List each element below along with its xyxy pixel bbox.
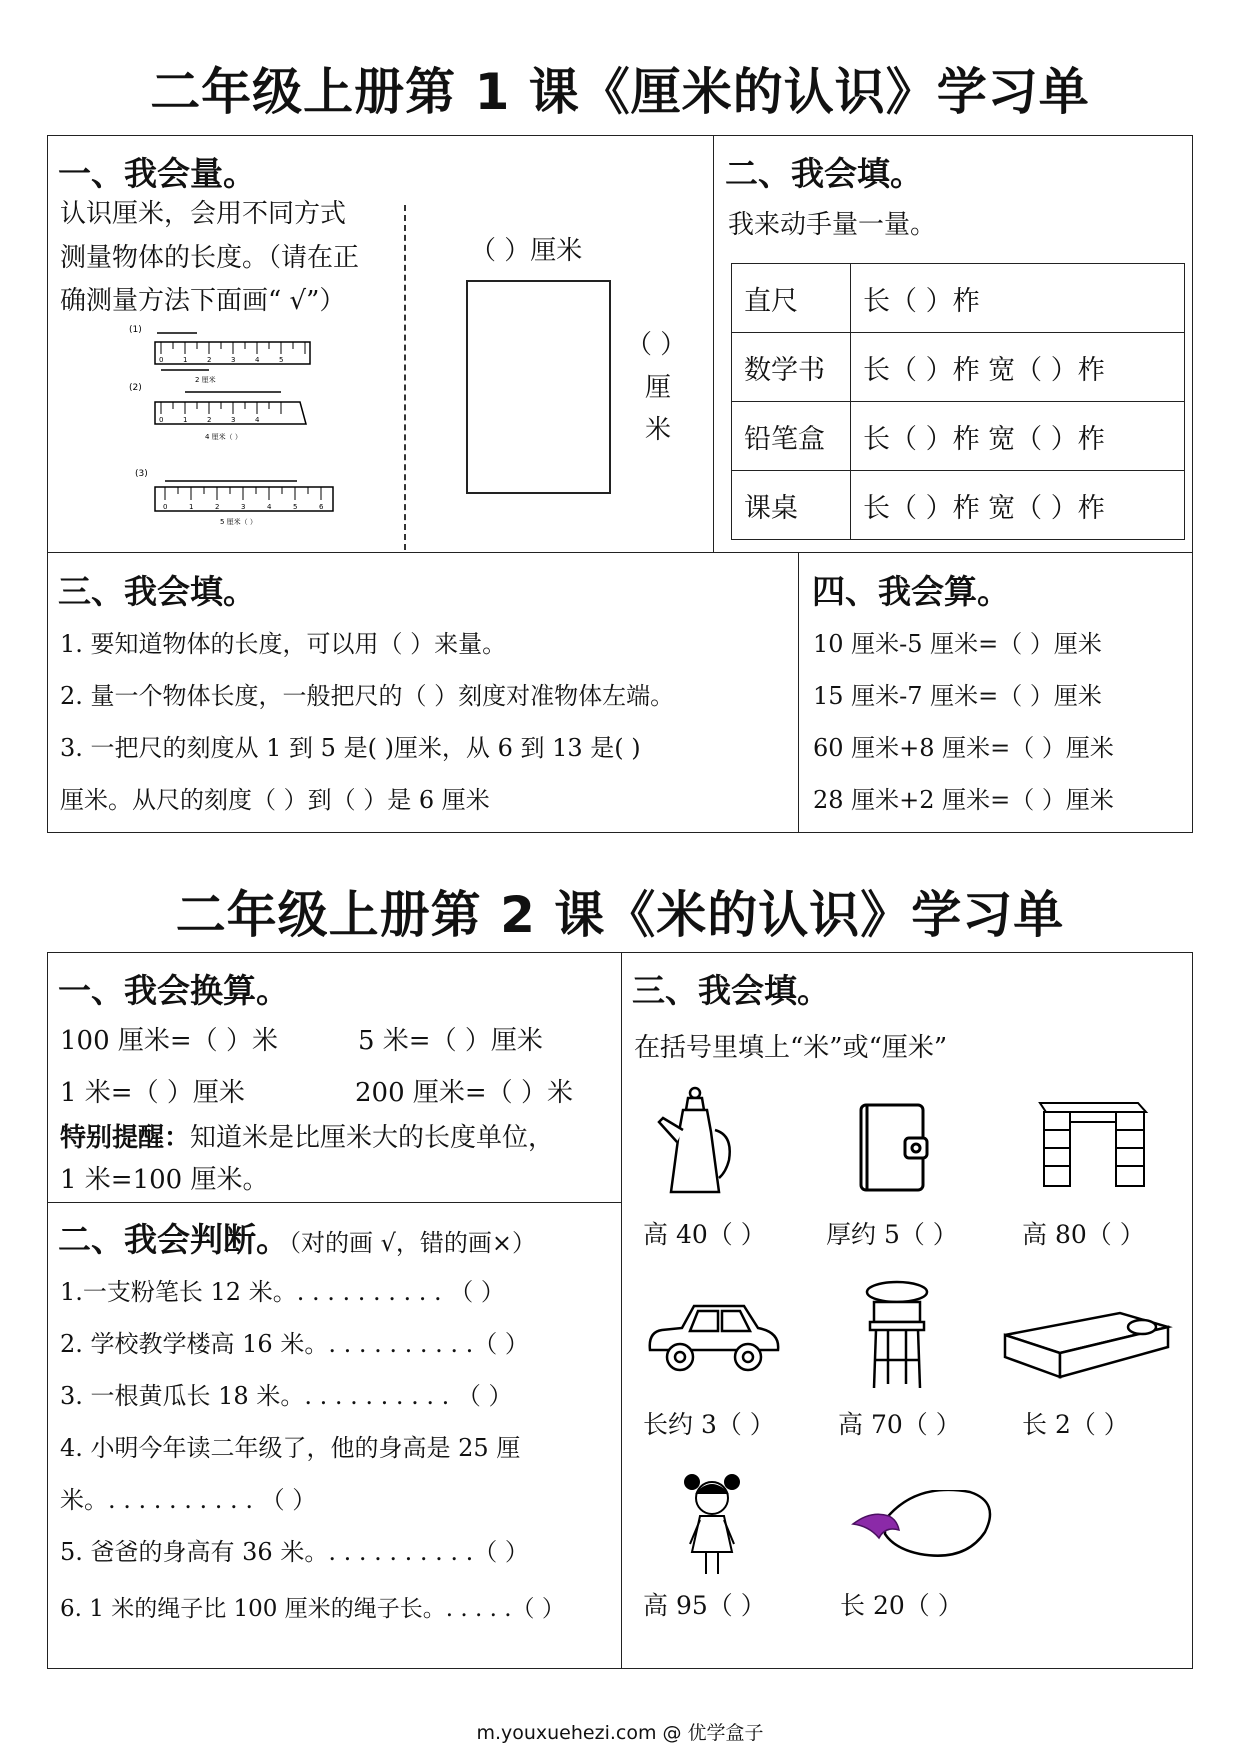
judge-item: 5. 爸爸的身高有 36 米。. . . . . . . . . .（ ） [60, 1538, 529, 1566]
table-cell: 课桌 [732, 471, 851, 540]
l1-sec2-heading: 二、我会填。 [725, 154, 923, 193]
l1-sec2-intro: 我来动手量一量。 [728, 210, 937, 240]
svg-text:0: 0 [159, 416, 164, 424]
lesson2-title: 二年级上册第 2 课《米的认识》学习单 [175, 886, 1065, 944]
svg-text:1: 1 [183, 356, 188, 364]
rect-side-char: 米 [645, 415, 672, 445]
l2-conv: 1 米=（ ）厘米 [60, 1078, 245, 1108]
l2-conv: 200 厘米=（ ）米 [355, 1078, 573, 1108]
l1-sec4-line: 60 厘米+8 厘米=（ ）厘米 [813, 734, 1114, 762]
ruler-label: 2 厘米 [195, 376, 216, 384]
svg-text:2: 2 [207, 416, 212, 424]
table-cell: 直尺 [732, 264, 851, 333]
car-picture [642, 1295, 782, 1380]
book-picture [855, 1100, 931, 1195]
table-cell: 长（ ）柞 宽（ ）柞 [851, 333, 1185, 402]
svg-text:0: 0 [163, 503, 168, 511]
svg-text:2: 2 [207, 356, 212, 364]
l2-sec3-heading: 三、我会填。 [632, 971, 830, 1010]
rect-side-char: 厘 [645, 373, 672, 403]
dashed-divider [404, 205, 406, 550]
l1-sec3-line: 厘米。从尺的刻度（ ）到（ ）是 6 厘米 [60, 786, 490, 814]
l2-note-2: 1 米=100 厘米。 [60, 1165, 269, 1195]
table-row [732, 402, 1185, 471]
svg-text:3: 3 [231, 416, 236, 424]
lesson1-title: 二年级上册第 1 课《厘米的认识》学习单 [150, 63, 1090, 121]
measure-rectangle [466, 280, 611, 494]
table-cell: 数学书 [732, 333, 851, 402]
note-label: 特别提醒： [60, 1123, 191, 1153]
picture-caption: 高 95（ ） [643, 1591, 766, 1620]
kettle-picture [655, 1085, 735, 1205]
picture-caption: 长 20（ ） [840, 1591, 963, 1620]
l1-sec4-line: 28 厘米+2 厘米=（ ）厘米 [813, 786, 1114, 814]
l2-sec3-intro: 在括号里填上“米”或“厘米” [634, 1033, 948, 1063]
svg-text:6: 6 [319, 503, 324, 511]
table-cell: 铅笔盒 [732, 402, 851, 471]
svg-text:3: 3 [241, 503, 246, 511]
stool-picture [862, 1280, 932, 1392]
l1-sec1-heading: 一、我会量。 [58, 154, 256, 193]
ruler-num: (3) [135, 469, 148, 479]
judge-item: 6. 1 米的绳子比 100 厘米的绳子长。. . . . .（ ） [60, 1596, 565, 1622]
l2-conv: 5 米=（ ）厘米 [358, 1026, 543, 1056]
l1-sec3-line: 3. 一把尺的刻度从 1 到 5 是( )厘米，从 6 到 13 是( ) [60, 734, 641, 762]
l1-sec1-line: 测量物体的长度。（请在正 [60, 243, 360, 273]
l1-sec4-line: 15 厘米-7 厘米=（ ）厘米 [813, 682, 1102, 710]
picture-caption: 高 80（ ） [1022, 1220, 1145, 1249]
judge-item: 1.一支粉笔长 12 米。. . . . . . . . . . （ ） [60, 1278, 505, 1306]
picture-caption: 长约 3（ ） [643, 1410, 775, 1439]
table-cell: 长（ ）柞 宽（ ）柞 [851, 402, 1185, 471]
ruler-num: (1) [129, 325, 142, 335]
picture-caption: 长 2（ ） [1022, 1410, 1129, 1439]
judge-item: 4. 小明今年读二年级了，他的身高是 25 厘 [60, 1434, 521, 1462]
l2-sec1-heading: 一、我会换算。 [58, 971, 289, 1010]
table-row [732, 333, 1185, 402]
ruler-label: 4 厘米（ ） [205, 433, 242, 441]
picture-caption: 高 40（ ） [643, 1220, 766, 1249]
l1-sec3-line: 2. 量一个物体长度，一般把尺的（ ）刻度对准物体左端。 [60, 682, 675, 710]
desk-picture [1030, 1098, 1150, 1190]
svg-text:4: 4 [255, 416, 260, 424]
l2-sec2-sub: （对的画 √，错的画×） [289, 1229, 537, 1257]
l2-sec2-heading-wrap [58, 1220, 536, 1260]
note-text: 知道米是比厘米大的长度单位， [190, 1123, 555, 1153]
svg-text:4: 4 [255, 356, 260, 364]
ruler-label: 5 厘米（ ） [220, 518, 257, 526]
svg-text:5: 5 [293, 503, 298, 511]
svg-text:0: 0 [159, 356, 164, 364]
table-row [732, 264, 1185, 333]
ruler-num: (2) [129, 383, 142, 393]
picture-caption: 厚约 5（ ） [826, 1220, 958, 1249]
svg-text:5: 5 [279, 356, 284, 364]
svg-text:1: 1 [183, 416, 188, 424]
rect-side-paren: （ ） [626, 330, 687, 360]
l1-sec4-line: 10 厘米-5 厘米=（ ）厘米 [813, 630, 1102, 658]
l1-sec4-heading: 四、我会算。 [812, 572, 1010, 611]
judge-item: 米。. . . . . . . . . . （ ） [60, 1486, 317, 1514]
judge-item: 2. 学校教学楼高 16 米。. . . . . . . . . .（ ） [60, 1330, 529, 1358]
table-cell: 长（ ）柞 [851, 264, 1185, 333]
svg-text:4: 4 [267, 503, 272, 511]
l2-conv: 100 厘米=（ ）米 [60, 1026, 278, 1056]
svg-text:1: 1 [189, 503, 194, 511]
table-cell: 长（ ）柞 宽（ ）柞 [851, 471, 1185, 540]
l1-sec1-line: 确测量方法下面画“ √”） [60, 286, 346, 316]
picture-caption: 高 70（ ） [838, 1410, 961, 1439]
girl-picture [680, 1470, 745, 1580]
footer-watermark: m.youxuehezi.com @ 优学盒子 [476, 1722, 764, 1744]
l1-sec3-line: 1. 要知道物体的长度，可以用（ ）来量。 [60, 630, 507, 658]
svg-text:3: 3 [231, 356, 236, 364]
eggplant-picture [845, 1490, 995, 1560]
measure-table [731, 263, 1185, 540]
l2-sec2-heading: 二、我会判断。 [58, 1220, 289, 1259]
l2-note [60, 1123, 554, 1154]
ruler-illustrations [125, 322, 340, 532]
bed-picture [1000, 1305, 1175, 1385]
l1-sec3-heading: 三、我会填。 [58, 572, 256, 611]
l1-sec1-line: 认识厘米，会用不同方式 [60, 199, 347, 229]
rect-top-label: （ ）厘米 [470, 236, 583, 266]
table-row [732, 471, 1185, 540]
svg-text:2: 2 [215, 503, 220, 511]
judge-item: 3. 一根黄瓜长 18 米。. . . . . . . . . . （ ） [60, 1382, 513, 1410]
